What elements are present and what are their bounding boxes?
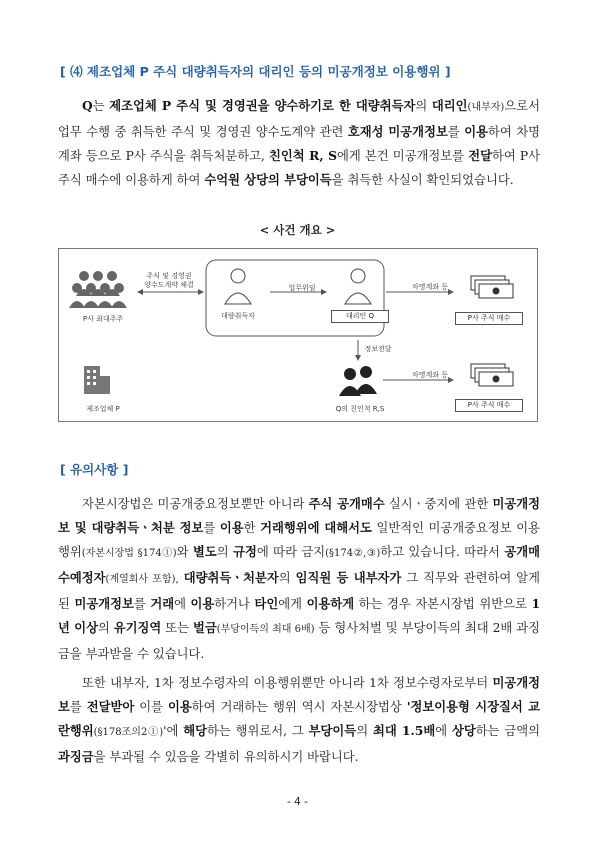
body-text-run: 자본시장법은 미공개중요정보뿐만 아니라 xyxy=(82,497,309,511)
emphasis-text: 이용 xyxy=(464,124,488,139)
page-number: - 4 - xyxy=(287,796,308,808)
body-text-run: 하는 경우 자본시장법 위반으로 xyxy=(354,597,532,611)
body-text-run: 또한 내부자, 1차 정보수령자의 이용행위뿐만 아니라 1차 정보수령자로부터 xyxy=(82,676,493,690)
body-text-run: (§178조의2①) xyxy=(93,727,164,738)
body-text-run: 의 xyxy=(415,99,432,113)
body-text-run: 을 부과될 수 있음을 각별히 유의하시기 바랍니다. xyxy=(93,750,359,764)
emphasis-text: 호재성 미공개정보 xyxy=(347,124,448,139)
body-text-run: '에 xyxy=(163,724,184,738)
body-text-run: 하여 거래하는 행위 역시 자본시장법상 xyxy=(191,700,407,714)
body-text-run: (부당이득의 최대 6배) xyxy=(216,624,315,635)
body-text-run: 그 직무와 관련하여 알게 된 xyxy=(58,571,540,611)
info-transfer-label: 정보전달 xyxy=(364,345,392,353)
body-text-run: 의 xyxy=(356,724,373,738)
body-text-run: 하거나 xyxy=(214,597,255,611)
money-stack-icon xyxy=(471,364,513,386)
body-text-run: 으로서 업무 수행 중 취득한 주식 및 경영권 양수도계약 관련 xyxy=(58,99,540,139)
body-text-run: (자본시장법 §174①) xyxy=(81,548,177,559)
body-text-run: 을 취득한 사실이 확인되었습니다. xyxy=(331,173,514,187)
body-text-run: (§174②,③) xyxy=(325,548,381,559)
case-paragraph xyxy=(58,94,540,192)
body-text-run: 한 xyxy=(243,521,261,535)
body-text-run: 를 xyxy=(133,597,151,611)
body-text-run: 를 xyxy=(447,125,465,139)
body-text-run: 를 xyxy=(203,521,220,535)
relatives-people-icon xyxy=(339,366,377,396)
emphasis-text: 임직원 등 내부자가 xyxy=(295,570,402,585)
emphasis-text: 벌금 xyxy=(192,620,217,635)
body-text-run: 하는 행위로서, 그 xyxy=(207,724,309,738)
emphasis-text: 상당 xyxy=(451,723,476,738)
contract-label-line2: 양수도계약 체결 xyxy=(144,281,194,289)
emphasis-text: 별도 xyxy=(193,544,217,559)
accounts-top-label: 차명계좌 등 xyxy=(411,283,449,291)
diagram-caption: < 사건 개요 > xyxy=(259,223,336,237)
emphasis-text: 제조업체 P 주식 및 경영권을 양수하기로 한 대량취득자 xyxy=(109,98,416,113)
money-stack-icon xyxy=(471,276,513,298)
body-text-run: 하여 P사 주식 매수에 이용하게 하여 xyxy=(58,149,540,187)
emphasis-text: 거래 xyxy=(150,596,175,611)
contract-label xyxy=(138,272,200,290)
body-text-run: 를 xyxy=(69,700,87,714)
emphasis-text: 1년 이상 xyxy=(58,596,540,635)
agent-person-icon xyxy=(345,269,371,304)
acquirer-person-icon xyxy=(225,269,251,304)
emphasis-text: 미공개정보 xyxy=(58,675,540,714)
emphasis-text: 이용하게 xyxy=(306,596,355,611)
body-text-run: 에 xyxy=(174,597,191,611)
emphasis-text: 미공개정보 및 대량취득ㆍ처분 정보 xyxy=(58,496,541,535)
emphasis-text: 최대 1.5배 xyxy=(372,723,436,738)
emphasis-text: 타인 xyxy=(254,596,279,611)
building-icon xyxy=(84,366,110,394)
emphasis-text: 주식 공개매수 xyxy=(308,496,385,511)
body-text-run: (내부자) xyxy=(467,102,505,113)
emphasis-text: 대리인 xyxy=(431,98,468,113)
emphasis-text: 이용 xyxy=(219,520,244,535)
emphasis-text: 부당이득 xyxy=(308,723,357,738)
notes-heading: [ 유의사항 ] xyxy=(60,462,129,477)
body-text-run: 실시ㆍ중지에 관한 xyxy=(384,497,493,511)
body-text-run: 에게 본건 미공개정보를 xyxy=(337,149,469,163)
emphasis-text: 이용 xyxy=(168,699,192,714)
people-group-icon xyxy=(69,271,127,308)
body-text-run: 하여 차명 계좌 등으로 P사 주식을 취득처분하고, xyxy=(58,125,540,163)
body-text-run: 이를 xyxy=(134,700,169,714)
body-text-run: 또는 xyxy=(161,621,193,635)
body-text-run: 의 xyxy=(97,621,114,635)
body-text-run: 에게 xyxy=(278,597,307,611)
emphasis-text: '정보이용형 시장질서 교란행위 xyxy=(58,699,541,738)
body-text-run: 등 형사처벌 및 부당이득의 최대 2배 과징금을 부과받을 수 있습니다. xyxy=(58,621,541,661)
body-text-run: 의 xyxy=(278,571,296,585)
emphasis-text: 규정 xyxy=(233,544,257,559)
emphasis-text: 친인척 R, S xyxy=(269,148,338,163)
body-text-run: 는 xyxy=(92,99,110,113)
body-text-run: (계열회사 포함), xyxy=(105,574,179,585)
buy-bottom-label: P사 주식 매수 xyxy=(455,399,523,412)
body-text-run: 에 xyxy=(435,724,452,738)
relatives-label: Q의 친인척 R,S xyxy=(335,405,385,413)
emphasis-text: 미공개정보 xyxy=(74,596,134,611)
body-text-run: 와 xyxy=(176,545,194,559)
body-text-run: 의 xyxy=(216,545,234,559)
notes-paragraph-1 xyxy=(58,492,540,666)
case-diagram-graphics xyxy=(58,248,538,422)
emphasis-text: 공개매수예정자 xyxy=(58,544,540,585)
buy-top-label: P사 주식 매수 xyxy=(455,312,523,325)
emphasis-text: 유기징역 xyxy=(113,620,162,635)
accounts-bottom-label: 차명계좌 등 xyxy=(411,371,449,379)
acquirer-label: 대량취득자 xyxy=(221,312,255,320)
body-text-run: 일반적인 미공개중요정보 이용 행위 xyxy=(58,521,540,559)
emphasis-text: 수억원 상당의 부당이득 xyxy=(204,172,332,187)
delegation-label: 업무위임 xyxy=(288,284,316,292)
emphasis-text: 대량취득ㆍ처분자 xyxy=(183,570,279,585)
emphasis-text: 과징금 xyxy=(58,749,94,764)
emphasis-text: 이용 xyxy=(190,596,215,611)
emphasis-text: 전달 xyxy=(468,148,492,163)
emphasis-text: Q xyxy=(82,98,93,113)
major-shareholder-label: P사 최대주주 xyxy=(82,315,124,323)
manufacturer-label: 제조업체 P xyxy=(86,405,120,413)
emphasis-text: 거래행위에 대해서도 xyxy=(260,520,372,535)
contract-label-line1: 주식 및 경영권 xyxy=(146,272,192,280)
notes-paragraph-2 xyxy=(58,671,540,769)
body-text-run: 하는 금액의 xyxy=(475,724,540,738)
case-heading: [ ⑷ 제조업체 P 주식 대량취득자의 대리인 등의 미공개정보 이용행위 ] xyxy=(60,64,451,79)
body-text-run: 하고 있습니다. 따라서 xyxy=(380,545,505,559)
emphasis-text: 전달받아 xyxy=(86,699,135,714)
emphasis-text: 해당 xyxy=(183,723,208,738)
body-text-run: 에 따라 금지 xyxy=(256,545,326,559)
agent-label: 대리인 Q xyxy=(331,310,389,323)
